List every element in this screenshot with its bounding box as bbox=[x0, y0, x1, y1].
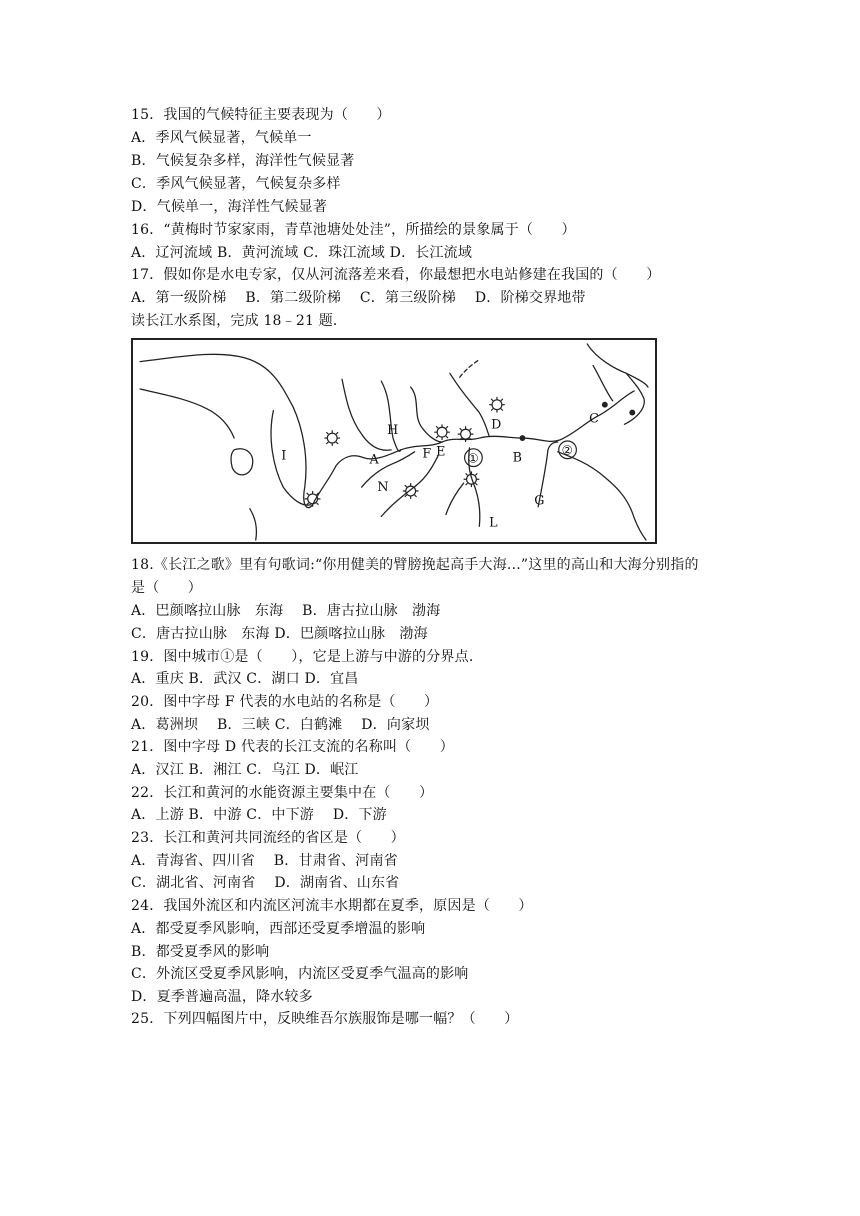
q24-option-c: C．外流区受夏季风影响，内流区受夏季气温高的影响 bbox=[131, 966, 469, 982]
jinsha-river bbox=[315, 456, 364, 501]
q18-stem-line2: 是（ ） bbox=[131, 580, 202, 596]
q24-option-d: D．夏季普遍高温，降水较多 bbox=[131, 989, 313, 1005]
q25-stem: 25．下列四幅图片中，反映维吾尔族服饰是哪一幅？（ ） bbox=[131, 1011, 519, 1027]
label-n: N bbox=[377, 480, 389, 496]
dam-symbol-1 bbox=[324, 430, 340, 446]
q17-stem: 17．假如你是水电专家，仅从河流落差来看，你最想把水电站修建在我国的（ ） bbox=[131, 267, 661, 283]
q23-options-ab: A．青海省、四川省 B．甘肃省、河南省 bbox=[131, 853, 398, 869]
q22-options: A．上游 B．中游 C．中下游 D．下游 bbox=[131, 807, 387, 823]
coast-upper bbox=[587, 344, 648, 387]
western-boundary bbox=[140, 389, 234, 438]
label-circle-2: ② bbox=[561, 443, 574, 459]
label-e: E bbox=[436, 444, 446, 460]
q23-stem: 23．长江和黄河共同流经的省区是（ ） bbox=[131, 830, 405, 846]
yangtze-river-map bbox=[131, 338, 657, 544]
q18-options-cd: C．唐古拉山脉 东海 D．巴颜喀拉山脉 渤海 bbox=[131, 626, 428, 642]
q15-option-c: C．季风气候显著，气候复杂多样 bbox=[131, 176, 341, 192]
dam-symbol-6 bbox=[489, 397, 505, 413]
dam-symbol-3 bbox=[403, 483, 419, 499]
q24-stem: 24．我国外流区和内流区河流丰水期都在夏季，原因是（ ） bbox=[131, 898, 533, 914]
q15-stem: 15．我国的气候特征主要表现为（ ） bbox=[131, 107, 391, 123]
q15-option-d: D．气候单一，海洋性气候显著 bbox=[131, 199, 328, 215]
river-system-svg bbox=[133, 340, 655, 542]
label-f: F bbox=[422, 446, 432, 462]
q15-option-a: A．季风气候显著，气候单一 bbox=[131, 130, 312, 146]
city-dot-c bbox=[602, 402, 608, 408]
q18-stem-line1: 18.《长江之歌》里有句歌词:“你用健美的臂膀挽起高手大海...”这里的高山和大海分别指的 bbox=[131, 557, 699, 573]
label-b: B bbox=[512, 450, 523, 466]
q19-stem: 19．图中城市①是（ ），它是上游与中游的分界点. bbox=[131, 649, 474, 665]
label-d: D bbox=[491, 417, 502, 433]
label-c: C bbox=[589, 411, 599, 427]
coast-lower bbox=[558, 452, 646, 540]
q24-option-b: B．都受夏季风的影响 bbox=[131, 944, 270, 960]
q21-options: A．汉江 B．湘江 C．乌江 D．岷江 bbox=[131, 762, 359, 778]
q24-option-a: A．都受夏季风影响，西部还受夏季增温的影响 bbox=[131, 921, 426, 937]
q23-options-cd: C．湖北省、河南省 D．湖南省、山东省 bbox=[131, 875, 400, 891]
city-dot-b bbox=[520, 435, 526, 441]
city-dot-east bbox=[629, 410, 635, 416]
q19-options: A．重庆 B．武汉 C．湖口 D．宜昌 bbox=[131, 671, 359, 687]
q20-stem: 20．图中字母 F 代表的水电站的名称是（ ） bbox=[131, 694, 439, 710]
label-l: L bbox=[489, 515, 498, 531]
dam-symbol-4 bbox=[434, 424, 450, 440]
label-h: H bbox=[387, 423, 399, 439]
q18-options-ab: A．巴颜喀拉山脉 东海 B．唐古拉山脉 渤海 bbox=[131, 603, 441, 619]
label-a: A bbox=[369, 452, 379, 468]
tributary-l-west bbox=[446, 483, 464, 514]
label-i: I bbox=[281, 448, 287, 464]
upper-river-line bbox=[140, 354, 315, 507]
q17-options: A．第一级阶梯 B．第二级阶梯 C．第三级阶梯 D．阶梯交界地带 bbox=[131, 290, 586, 306]
intro-18-21: 读长江水系图，完成 18﹣21 题． bbox=[131, 313, 348, 329]
southern-branch bbox=[250, 509, 257, 540]
tributary-north-a bbox=[381, 381, 401, 451]
q20-options: A．葛洲坝 B．三峡 C．白鹤滩 D．向家坝 bbox=[131, 717, 430, 733]
q22-stem: 22．长江和黄河的水能资源主要集中在（ ） bbox=[131, 785, 434, 801]
label-g: G bbox=[534, 493, 545, 509]
tributary-d-upper bbox=[450, 373, 489, 436]
label-circle-1: ① bbox=[467, 451, 479, 467]
lake-outline bbox=[231, 449, 253, 475]
q16-stem: 16．“黄梅时节家家雨，青草池塘处处洼”，所描绘的景象属于（ ） bbox=[131, 222, 576, 238]
q21-stem: 21．图中字母 D 代表的长江支流的名称叫（ ） bbox=[131, 739, 454, 755]
q15-option-b: B．气候复杂多样，海洋性气候显著 bbox=[131, 153, 355, 169]
dam-symbol-2 bbox=[305, 491, 321, 507]
tributary-upper-h bbox=[342, 379, 391, 450]
q16-options: A．辽河流域 B．黄河流域 C．珠江流域 D．长江流域 bbox=[131, 245, 473, 261]
dashed-river bbox=[460, 360, 480, 378]
tributary-c bbox=[593, 365, 613, 400]
dam-symbol-5 bbox=[458, 426, 474, 442]
